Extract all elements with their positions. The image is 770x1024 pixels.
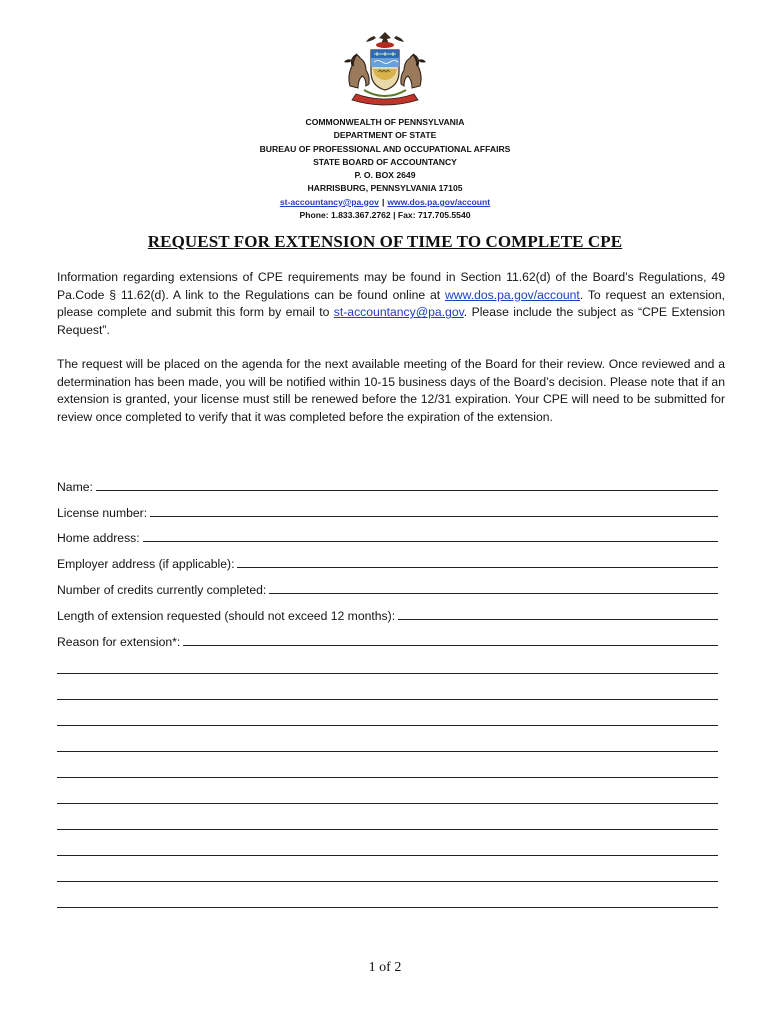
board-email-link[interactable]: st-accountancy@pa.gov (279, 196, 379, 207)
employer-address-label: Employer address (if applicable): (57, 557, 235, 571)
reason-blank-line[interactable] (57, 725, 718, 726)
name-field[interactable] (57, 476, 718, 494)
intro-text-1: Information regarding extensions of CPE requirements may be found in Section 11.62(d) of the Board’s Regulations, 49 Pa.Code § 11.62(d). A link to the Regulations can be found online at (57, 270, 725, 302)
letterhead (0, 116, 770, 222)
employer-address-field[interactable] (57, 553, 718, 571)
extension-reason-label: Reason for extension*: (57, 635, 181, 649)
reason-blank-line[interactable] (57, 803, 718, 804)
license-number-field[interactable] (57, 502, 718, 520)
reason-blank-line[interactable] (57, 829, 718, 830)
extension-reason-field[interactable] (57, 631, 718, 649)
extension-reason-blank-line[interactable] (183, 644, 718, 646)
form-title: REQUEST FOR EXTENSION OF TIME TO COMPLETE CPE (147, 232, 623, 251)
employer-address-blank-line[interactable] (237, 566, 718, 568)
letterhead-contact: Phone: 1.833.367.2762 | Fax: 717.705.5540 (299, 210, 471, 221)
reason-blank-line[interactable] (57, 907, 718, 908)
reason-blank-line[interactable] (57, 751, 718, 752)
submit-email-link[interactable]: st-accountancy@pa.gov (333, 305, 464, 320)
credits-completed-label: Number of credits currently completed: (57, 583, 267, 597)
intro-text-3: . Please include the subject as “CPE Extension Request”. (57, 305, 725, 337)
page-number: 1 of 2 (368, 960, 402, 975)
letterhead-city: HARRISBURG, PENNSYLVANIA 17105 (307, 183, 463, 194)
pennsylvania-coat-of-arms-seal (330, 28, 440, 106)
letterhead-po-box: P. O. BOX 2649 (354, 170, 416, 181)
home-address-label: Home address: (57, 531, 140, 545)
letterhead-commonwealth: COMMONWEALTH OF PENNSYLVANIA (305, 117, 465, 127)
reason-blank-line[interactable] (57, 673, 718, 674)
board-website-link[interactable]: www.dos.pa.gov/account (387, 196, 491, 207)
home-address-field[interactable] (57, 527, 718, 545)
letterhead-board: STATE BOARD OF ACCOUNTANCY (313, 156, 457, 167)
regulations-link[interactable]: www.dos.pa.gov/account (444, 287, 580, 302)
intro-text-2: . To request an extension, please complete and submit this form by email to (57, 287, 725, 320)
letterhead-bureau: BUREAU OF PROFESSIONAL AND OCCUPATIONAL AFFAIRS (259, 143, 511, 154)
link-separator: | (381, 196, 385, 207)
credits-completed-blank-line[interactable] (269, 592, 718, 594)
extension-length-field[interactable] (57, 605, 718, 623)
intro-paragraph (57, 269, 725, 339)
name-label: Name: (57, 480, 93, 494)
license-number-blank-line[interactable] (150, 515, 718, 517)
reason-blank-line[interactable] (57, 855, 718, 856)
reason-blank-line[interactable] (57, 699, 718, 700)
home-address-blank-line[interactable] (143, 540, 718, 542)
letterhead-department: DEPARTMENT OF STATE (333, 130, 437, 141)
review-paragraph: The request will be placed on the agenda for the next available meeting of the Board for their review. Once reviewed and a determination has been made, you will be notified within 10-15 business days of the Board’s decision. Please note that if an extension is granted, your license must still be renewed before the 12/31 expiration. Your CPE will need to be submitted for review once completed to verify that it was completed before the expiration of the extension. (57, 357, 725, 424)
license-number-label: License number: (57, 506, 148, 520)
name-blank-line[interactable] (96, 489, 718, 491)
extension-length-blank-line[interactable] (398, 618, 718, 620)
credits-completed-field[interactable] (57, 579, 718, 597)
letterhead-links (0, 196, 770, 209)
extension-length-label: Length of extension requested (should not exceed 12 months): (57, 609, 396, 623)
reason-blank-line[interactable] (57, 777, 718, 778)
reason-blank-line[interactable] (57, 881, 718, 882)
